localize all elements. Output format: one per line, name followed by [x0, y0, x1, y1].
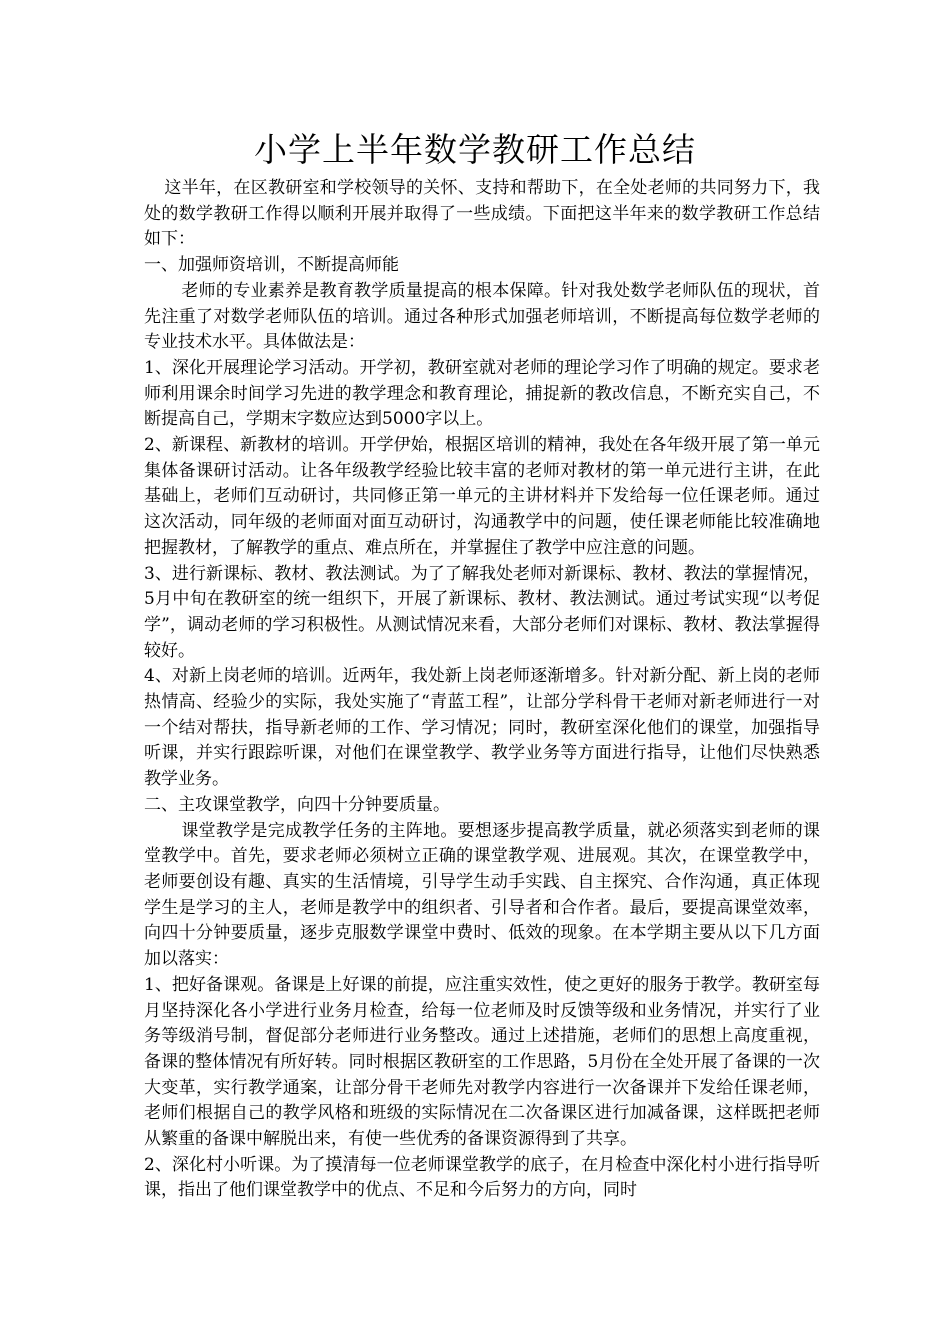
document-title: 小学上半年数学教研工作总结	[254, 130, 696, 169]
list-item-paragraph: 3、进行新课标、教材、教法测试。为了了解我处老师对新课标、教材、教法的掌握情况，5月中旬在教研室的统一组织下，开展了新课标、教材、教法测试。通过考试实现“以考促学”，调动老师的学习积极性。从测试情况来看，大部分老师们对课标、教材、教法掌握得较好。	[144, 563, 820, 661]
list-item-paragraph: 4、对新上岗老师的培训。近两年，我处新上岗老师逐渐增多。针对新分配、新上岗的老师热情高、经验少的实际，我处实施了“青蓝工程”，让部分学科骨干老师对新老师进行一对一个结对帮扶，指导新老师的工作、学习情况；同时，教研室深化他们的课堂，加强指导听课，并实行跟踪听课，对他们在课堂教学、教学业务等方面进行指导，让他们尽快熟悉教学业务。	[144, 666, 820, 790]
section-heading-1: 一、加强师资培训，不断提高师能	[144, 255, 399, 276]
intro-paragraph: 这半年，在区教研室和学校领导的关怀、支持和帮助下，在全处老师的共同努力下，我处的数学教研工作得以顺利开展并取得了一些成绩。下面把这半年来的数学教研工作总结如下：	[144, 178, 820, 250]
section-heading-2: 二、主攻课堂教学，向四十分钟要质量。	[144, 794, 450, 815]
body-paragraph: 课堂教学是完成教学任务的主阵地。要想逐步提高教学质量，就必须落实到老师的课堂教学中。首先，要求老师必须树立正确的课堂教学观、进展观。其次，在课堂教学中，老师要创设有趣、真实的生活情境，引导学生动手实践、自主探究、合作沟通，真正体现学生是学习的主人，老师是教学中的组织者、引导者和合作者。最后，要提高课堂效率，向四十分钟要质量，逐步克服数学课堂中费时、低效的现象。在本学期主要从以下几方面加以落实：	[144, 820, 820, 970]
list-item-paragraph: 2、新课程、新教材的培训。开学伊始，根据区培训的精神，我处在各年级开展了第一单元集体备课研讨活动。让各年级教学经验比较丰富的老师对教材的第一单元进行主讲，在此基础上，老师们互动研讨，共同修正第一单元的主讲材料并下发给每一位任课老师。通过这次活动，同年级的老师面对面互动研讨，沟通教学中的问题，使任课老师能比较准确地把握教材，了解教学的重点、难点所在，并掌握住了教学中应注意的问题。	[144, 435, 820, 558]
list-item-paragraph: 2、深化村小听课。为了摸清每一位老师课堂教学的底子，在月检查中深化村小进行指导听课，指出了他们课堂教学中的优点、不足和今后努力的方向，同时	[144, 1154, 820, 1201]
list-item-paragraph: 1、深化开展理论学习活动。开学初，教研室就对老师的理论学习作了明确的规定。要求老师利用课余时间学习先进的教学理念和教育理论，捕捉新的教改信息，不断充实自己，不断提高自己，学期末字数应达到5000字以上。	[144, 357, 820, 430]
list-item-paragraph: 1、把好备课观。备课是上好课的前提，应注重实效性，使之更好的服务于教学。教研室每月坚持深化各小学进行业务月检查，给每一位老师及时反馈等级和业务情况，并实行了业务等级消号制，督促部分老师进行业务整改。通过上述措施，老师们的思想上高度重视，备课的整体情况有所好转。同时根据区教研室的工作思路，5月份在全处开展了备课的一次大变革，实行教学通案，让部分骨干老师先对教学内容进行一次备课并下发给任课老师，老师们根据自己的教学风格和班级的实际情况在二次备课区进行加减备课，这样既把老师从繁重的备课中解脱出来，有使一些优秀的备课资源得到了共享。	[144, 974, 820, 1150]
body-paragraph: 老师的专业素养是教育教学质量提高的根本保障。针对我处数学老师队伍的现状，首先注重了对数学老师队伍的培训。通过各种形式加强老师培训，不断提高每位数学老师的专业技术水平。具体做法是：	[144, 280, 820, 353]
document-body	[144, 176, 820, 1204]
